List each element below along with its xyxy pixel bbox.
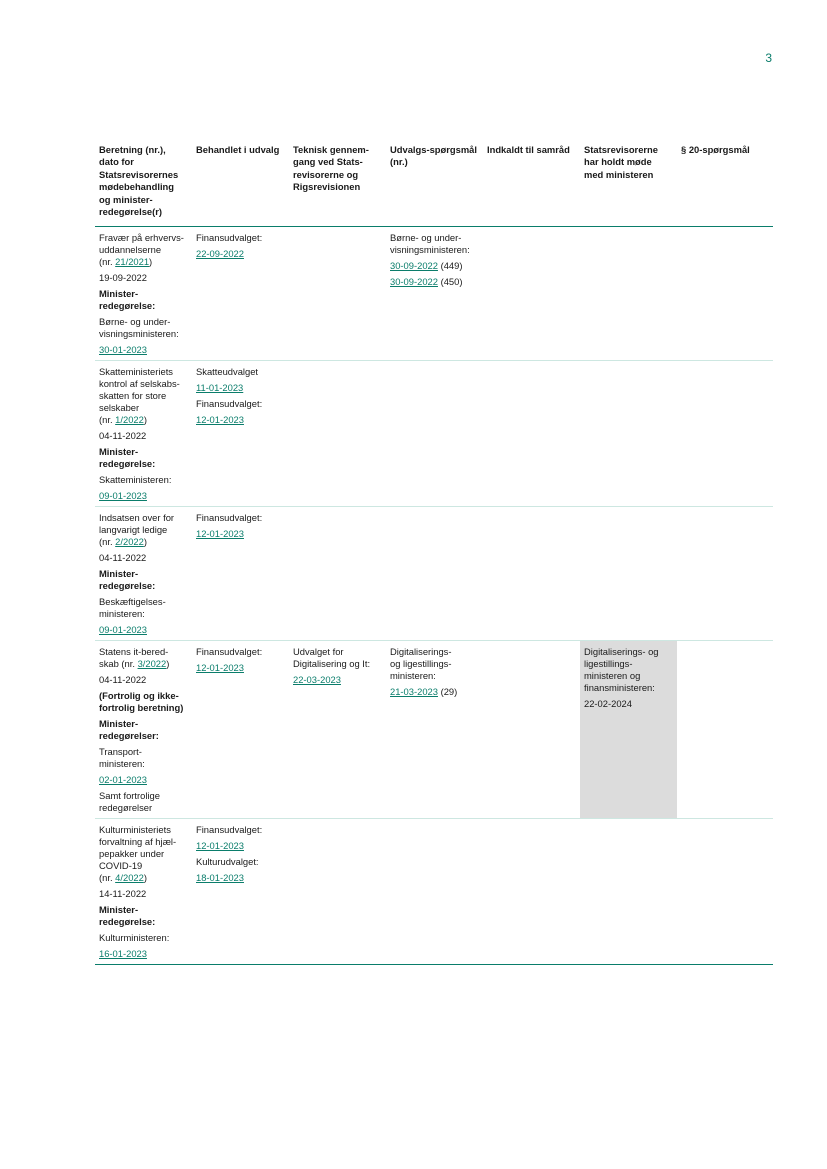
minister-name-line: Beskæftigelses- xyxy=(99,596,166,608)
meeting-ministers: Digitaliserings- og ligestillings-ministeren og finansministeren: xyxy=(584,646,659,694)
cell-beretning xyxy=(95,641,192,819)
redegoerelse-date-link[interactable]: 16-01-2023 xyxy=(99,948,147,960)
question-minister-line: og ligestillings- xyxy=(390,658,452,670)
redegoerelse-label: Minister-redegørelse: xyxy=(99,288,156,312)
cell-behandlet xyxy=(192,227,289,361)
cell-moede xyxy=(580,361,677,507)
redegoerelse-date-link[interactable]: 09-01-2023 xyxy=(99,490,147,502)
committee-name: Finansudvalget: xyxy=(196,512,263,524)
report-title-line: Kulturministeriets xyxy=(99,824,171,836)
minister-name-line: ministeren: xyxy=(99,758,145,770)
redegoerelse-label: Minister-redegørelse: xyxy=(99,568,156,592)
committee-date-link[interactable]: 12-01-2023 xyxy=(196,662,244,674)
cell-behandlet xyxy=(192,507,289,641)
committee-name: Skatteudvalget xyxy=(196,366,259,378)
report-title-line: kontrol af selskabs- xyxy=(99,378,180,390)
cell-teknisk xyxy=(289,361,386,507)
report-title-line: skatten for store xyxy=(99,390,167,402)
report-number xyxy=(99,256,187,268)
report-number-prefix: (nr. xyxy=(99,256,116,268)
report-title-line: uddannelserne xyxy=(99,244,162,256)
technical-review-committee: Udvalget for Digitalisering og It: xyxy=(293,646,371,670)
cell-moede xyxy=(580,819,677,965)
redegoerelse-label: Minister-redegørelse: xyxy=(99,446,156,470)
header-moede: Statsrevisorerne har holdt møde med ministeren xyxy=(580,141,677,227)
table-header-row xyxy=(95,141,773,227)
report-title-line: Skatteministeriets xyxy=(99,366,173,378)
question-item xyxy=(390,260,478,272)
report-title-line: Statens it-bered- xyxy=(99,646,169,658)
header-beretning: Beretning (nr.), dato for Statsrevisorernes mødebehandling og minister-redegørelse(r) xyxy=(95,141,192,227)
report-number-prefix: (nr. xyxy=(99,414,116,426)
minister-name-line: ministeren: xyxy=(99,608,145,620)
table-row xyxy=(95,819,773,965)
report-number xyxy=(99,414,187,426)
cell-paragraf20 xyxy=(677,227,773,361)
minister-name-line: Transport- xyxy=(99,746,142,758)
cell-moede xyxy=(580,507,677,641)
meeting-with-minister-date: 22-02-2024 xyxy=(584,698,632,710)
cell-teknisk xyxy=(289,227,386,361)
question-minister-line: Digitaliserings- xyxy=(390,646,452,658)
redegoerelse-date-link[interactable]: 02-01-2023 xyxy=(99,774,147,786)
cell-teknisk xyxy=(289,819,386,965)
cell-behandlet xyxy=(192,361,289,507)
cell-moede xyxy=(580,641,677,819)
table-row xyxy=(95,361,773,507)
meeting-date: 19-09-2022 xyxy=(99,272,147,284)
question-minister-line: ministeren: xyxy=(390,670,436,682)
report-title-line: pepakker under xyxy=(99,848,165,860)
page-number: 3 xyxy=(765,51,772,65)
question-number: (450) xyxy=(440,276,463,288)
committee-date-link[interactable]: 18-01-2023 xyxy=(196,872,244,884)
question-date-link[interactable]: 30-09-2022 xyxy=(390,260,438,272)
redegoerelse-date-link[interactable]: 09-01-2023 xyxy=(99,624,147,636)
cell-paragraf20 xyxy=(677,641,773,819)
report-number xyxy=(99,658,187,670)
report-title-line: selskaber xyxy=(99,402,140,414)
report-number-link[interactable]: 2/2022 xyxy=(115,536,144,548)
cell-paragraf20 xyxy=(677,507,773,641)
question-number: (449) xyxy=(440,260,463,272)
header-samraad: Indkaldt til samråd xyxy=(483,141,580,227)
report-number xyxy=(99,872,187,884)
cell-udvalgsspoergsmaal xyxy=(386,641,483,819)
cell-teknisk xyxy=(289,507,386,641)
meeting-date: 14-11-2022 xyxy=(99,888,147,900)
header-udvalgsspoergsmaal: Udvalgs-spørgsmål (nr.) xyxy=(386,141,483,227)
report-number-prefix: (nr. xyxy=(99,872,116,884)
cell-udvalgsspoergsmaal xyxy=(386,507,483,641)
report-table xyxy=(95,141,773,965)
table-row xyxy=(95,507,773,641)
question-item xyxy=(390,276,478,288)
cell-moede xyxy=(580,227,677,361)
cell-beretning xyxy=(95,227,192,361)
report-number-suffix: ) xyxy=(143,872,147,884)
table-row xyxy=(95,227,773,361)
cell-udvalgsspoergsmaal xyxy=(386,227,483,361)
cell-beretning xyxy=(95,819,192,965)
report-title-line: forvaltning af hjæl- xyxy=(99,836,177,848)
cell-teknisk xyxy=(289,641,386,819)
committee-name: Finansudvalget: xyxy=(196,824,263,836)
technical-review-date-link[interactable]: 22-03-2023 xyxy=(293,674,341,686)
question-date-link[interactable]: 21-03-2023 xyxy=(390,686,438,698)
minister-name-line: visningsministeren: xyxy=(99,328,179,340)
committee-date-link[interactable]: 12-01-2023 xyxy=(196,414,244,426)
cell-samraad xyxy=(483,819,580,965)
committee-name: Finansudvalget: xyxy=(196,398,263,410)
cell-beretning xyxy=(95,507,192,641)
cell-samraad xyxy=(483,641,580,819)
committee-name: Finansudvalget: xyxy=(196,646,263,658)
minister-name-line: Børne- og under- xyxy=(99,316,171,328)
report-title-line: langvarigt ledige xyxy=(99,524,168,536)
cell-behandlet xyxy=(192,641,289,819)
header-teknisk: Teknisk gennem-gang ved Stats-revisorerne og Rigsrevisionen xyxy=(289,141,386,227)
question-date-link[interactable]: 30-09-2022 xyxy=(390,276,438,288)
minister-name-line: Kulturministeren: xyxy=(99,932,170,944)
report-number-prefix: skab (nr. xyxy=(99,658,138,670)
committee-date-link[interactable]: 22-09-2022 xyxy=(196,248,244,260)
question-number: (29) xyxy=(440,686,458,698)
question-minister-line: visningsministeren: xyxy=(390,244,470,256)
cell-samraad xyxy=(483,361,580,507)
cell-udvalgsspoergsmaal xyxy=(386,819,483,965)
report-confidentiality-note: (Fortrolig og ikke-fortrolig beretning) xyxy=(99,690,184,714)
committee-name: Kulturudvalget: xyxy=(196,856,259,868)
report-number-suffix: ) xyxy=(143,414,147,426)
report-number-prefix: (nr. xyxy=(99,536,116,548)
committee-date-link[interactable]: 12-01-2023 xyxy=(196,840,244,852)
cell-samraad xyxy=(483,227,580,361)
redegoerelse-date-link[interactable]: 30-01-2023 xyxy=(99,344,147,356)
committee-name: Finansudvalget: xyxy=(196,232,263,244)
cell-samraad xyxy=(483,507,580,641)
meeting-date: 04-11-2022 xyxy=(99,430,147,442)
header-paragraf20: § 20-spørgsmål xyxy=(677,141,773,227)
question-item xyxy=(390,686,478,698)
redegoerelse-label: Minister-redegørelser: xyxy=(99,718,159,742)
committee-date-link[interactable]: 11-01-2023 xyxy=(196,382,244,394)
meeting-date: 04-11-2022 xyxy=(99,674,147,686)
report-number-link[interactable]: 4/2022 xyxy=(115,872,144,884)
report-number-link[interactable]: 3/2022 xyxy=(137,658,167,670)
redegoerelse-label: Minister-redegørelse: xyxy=(99,904,156,928)
question-minister-line: Børne- og under- xyxy=(390,232,462,244)
report-number-suffix: ) xyxy=(149,256,153,268)
report-title-line: COVID-19 xyxy=(99,860,143,872)
cell-behandlet xyxy=(192,819,289,965)
table-row xyxy=(95,641,773,819)
cell-beretning xyxy=(95,361,192,507)
cell-udvalgsspoergsmaal xyxy=(386,361,483,507)
committee-date-link[interactable]: 12-01-2023 xyxy=(196,528,244,540)
header-behandlet: Behandlet i udvalg xyxy=(192,141,289,227)
cell-paragraf20 xyxy=(677,361,773,507)
meeting-date: 04-11-2022 xyxy=(99,552,147,564)
report-number-suffix: ) xyxy=(143,536,147,548)
report-title-line: Fravær på erhvervs- xyxy=(99,232,184,244)
cell-paragraf20 xyxy=(677,819,773,965)
report-number-suffix: ) xyxy=(166,658,170,670)
report-number-link[interactable]: 1/2022 xyxy=(115,414,144,426)
report-title-line: Indsatsen over for xyxy=(99,512,175,524)
minister-name-line: Skatteministeren: xyxy=(99,474,172,486)
additional-redegoerelser-note: Samt fortrolige redegørelser xyxy=(99,790,160,814)
report-number-link[interactable]: 21/2021 xyxy=(115,256,150,268)
report-number xyxy=(99,536,187,548)
